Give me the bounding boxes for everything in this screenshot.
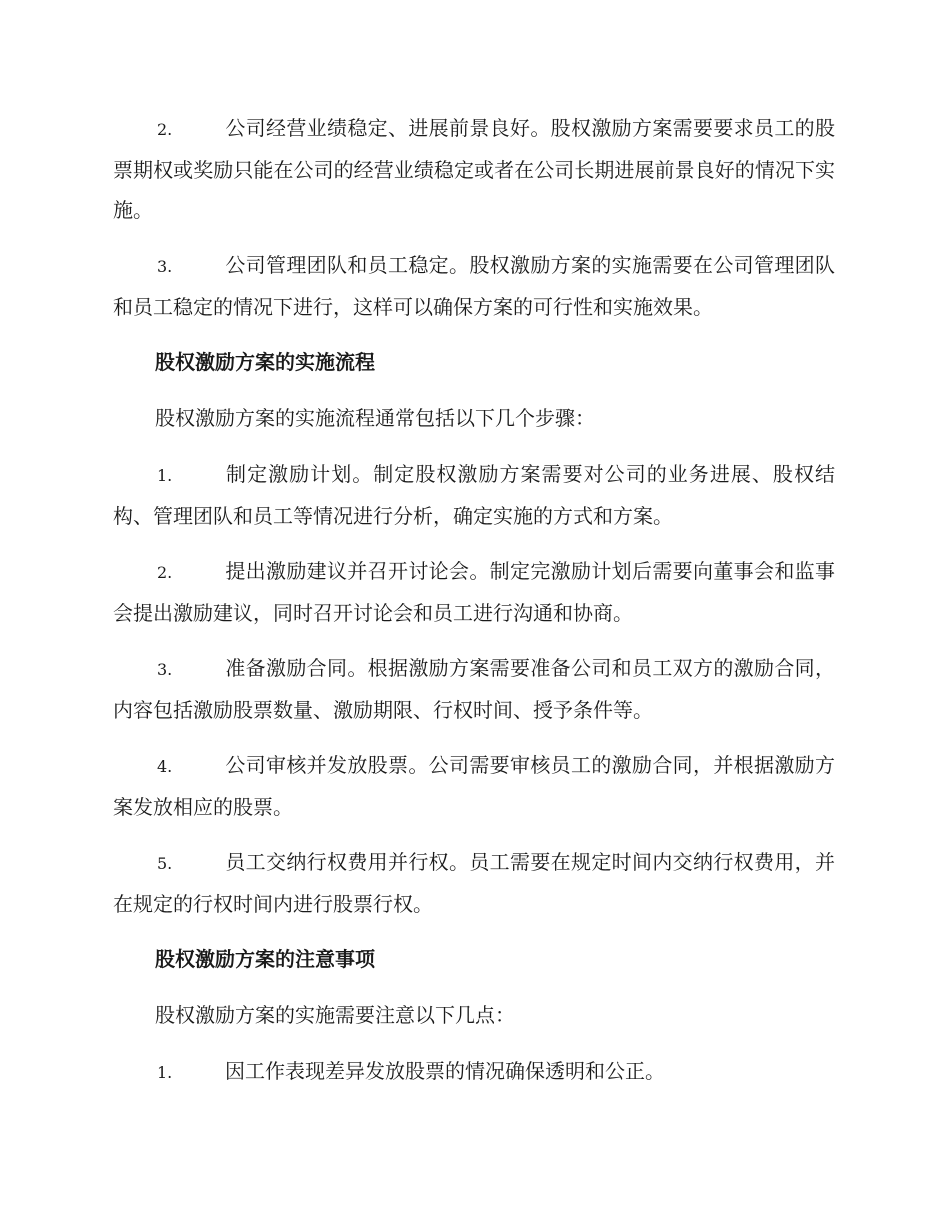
list-number: 4. (157, 757, 173, 776)
list-item (113, 648, 835, 730)
list-number: 2. (157, 120, 173, 139)
list-item (113, 245, 835, 327)
list-item (113, 745, 835, 827)
section-intro: 股权激励方案的实施需要注意以下几点： (155, 1003, 515, 1027)
list-text: 提出激励建议并召开讨论会。制定完激励计划后需要向董事会和监事会提出激励建议，同时召开讨论会和员工进行沟通和协商。 (113, 559, 835, 625)
list-item (113, 842, 835, 924)
list-item (113, 108, 835, 230)
section-heading-notes: 股权激励方案的注意事项 (155, 947, 375, 971)
list-text: 准备激励合同。根据激励方案需要准备公司和员工双方的激励合同，内容包括激励股票数量、激励期限、行权时间、授予条件等。 (113, 656, 835, 722)
list-text: 员工交纳行权费用并行权。员工需要在规定时间内交纳行权费用，并在规定的行权时间内进行股票行权。 (113, 850, 835, 916)
list-number: 1. (157, 1063, 173, 1082)
document-body (113, 108, 835, 1108)
list-number: 3. (157, 660, 173, 679)
list-number: 2. (157, 563, 173, 582)
list-text: 公司管理团队和员工稳定。股权激励方案的实施需要在公司管理团队和员工稳定的情况下进行，这样可以确保方案的可行性和实施效果。 (113, 253, 835, 319)
list-number: 3. (157, 257, 173, 276)
section-intro: 股权激励方案的实施流程通常包括以下几个步骤： (155, 406, 595, 430)
list-text: 因工作表现差异发放股票的情况确保透明和公正。 (225, 1059, 665, 1083)
list-item (113, 551, 835, 633)
list-item (113, 1051, 835, 1093)
list-number: 1. (157, 466, 173, 485)
list-item (113, 454, 835, 536)
section-heading-process: 股权激励方案的实施流程 (155, 350, 375, 374)
list-text: 制定激励计划。制定股权激励方案需要对公司的业务进展、股权结构、管理团队和员工等情况进行分析，确定实施的方式和方案。 (113, 462, 835, 528)
list-text: 公司审核并发放股票。公司需要审核员工的激励合同，并根据激励方案发放相应的股票。 (113, 753, 835, 819)
list-number: 5. (157, 854, 173, 873)
list-text: 公司经营业绩稳定、进展前景良好。股权激励方案需要要求员工的股票期权或奖励只能在公司的经营业绩稳定或者在公司长期进展前景良好的情况下实施。 (113, 116, 835, 222)
